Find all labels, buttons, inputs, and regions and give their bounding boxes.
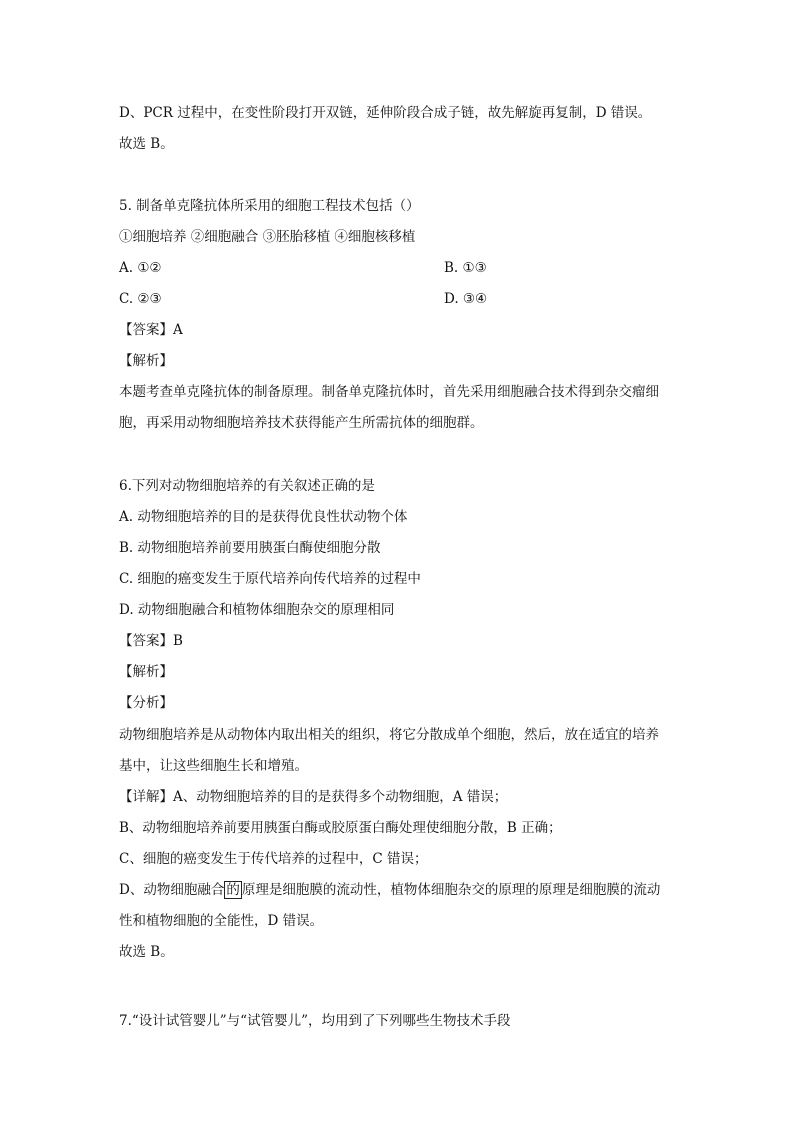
q6-stem: 6.下列对动物细胞培养的有关叙述正确的是 <box>119 478 375 494</box>
q5-option-d: D. ③④ <box>444 291 488 307</box>
q5-answer: 【答案】A <box>119 322 183 338</box>
q6-option-c: C. 细胞的癌变发生于原代培养向传代培养的过程中 <box>119 571 421 587</box>
q6-analysis-heading: 【解析】 <box>119 664 173 680</box>
q5-option-a: A. ①② <box>119 260 162 276</box>
q6-fenxi-line-2: 基中，让这些细胞生长和增殖。 <box>119 758 308 774</box>
q6-detail-d <box>119 881 660 899</box>
q6-detail-a: 【详解】A、动物细胞培养的目的是获得多个动物细胞，A 错误； <box>119 789 508 805</box>
q5-option-c: C. ②③ <box>119 291 162 307</box>
q5-analysis-line-1: 本题考查单克隆抗体的制备原理。制备单克隆抗体时，首先采用细胞融合技术得到杂交瘤细 <box>119 384 659 400</box>
q5-option-b: B. ①③ <box>444 260 487 276</box>
q6-detail-d-boxed-char: 的 <box>226 882 240 898</box>
q6-detail-b: B、动物细胞培养前要用胰蛋白酶或胶原蛋白酶处理使细胞分散，B 正确； <box>119 820 562 836</box>
q6-option-a: A. 动物细胞培养的目的是获得优良性状动物个体 <box>119 509 408 525</box>
q5-stem: 5. 制备单克隆抗体所采用的细胞工程技术包括（） <box>119 198 420 214</box>
q5-items: ①细胞培养 ②细胞融合 ③胚胎移植 ④细胞核移植 <box>119 229 416 245</box>
prev-conclusion: 故选 B。 <box>119 136 174 152</box>
q6-option-d: D. 动物细胞融合和植物体细胞杂交的原理相同 <box>119 602 395 618</box>
q6-detail-d-post: 原理是细胞膜的流动性，植物体细胞杂交的原理的原理是细胞膜的流动 <box>241 882 661 898</box>
q6-detail-d-line-2: 性和植物细胞的全能性，D 错误。 <box>119 913 324 929</box>
q6-conclusion: 故选 B。 <box>119 944 174 960</box>
q5-analysis-heading: 【解析】 <box>119 353 173 369</box>
q6-answer: 【答案】B <box>119 633 183 649</box>
prev-d-line: D、PCR 过程中，在变性阶段打开双链，延伸阶段合成子链，故先解旋再复制，D 错误。 <box>119 105 652 121</box>
q6-fenxi-line-1: 动物细胞培养是从动物体内取出相关的组织，将它分散成单个细胞，然后，放在适宜的培养 <box>119 727 659 743</box>
q6-option-b: B. 动物细胞培养前要用胰蛋白酶使细胞分散 <box>119 540 381 556</box>
q6-fenxi-heading: 【分析】 <box>119 695 173 711</box>
q6-detail-c: C、细胞的癌变发生于传代培养的过程中，C 错误； <box>119 851 428 867</box>
q6-detail-d-pre: D、动物细胞融合 <box>119 882 225 898</box>
q5-analysis-line-2: 胞，再采用动物细胞培养技术获得能产生所需抗体的细胞群。 <box>119 415 484 431</box>
q7-stem: 7.“设计试管婴儿”与“试管婴儿”，均用到了下列哪些生物技术手段 <box>119 1013 511 1029</box>
